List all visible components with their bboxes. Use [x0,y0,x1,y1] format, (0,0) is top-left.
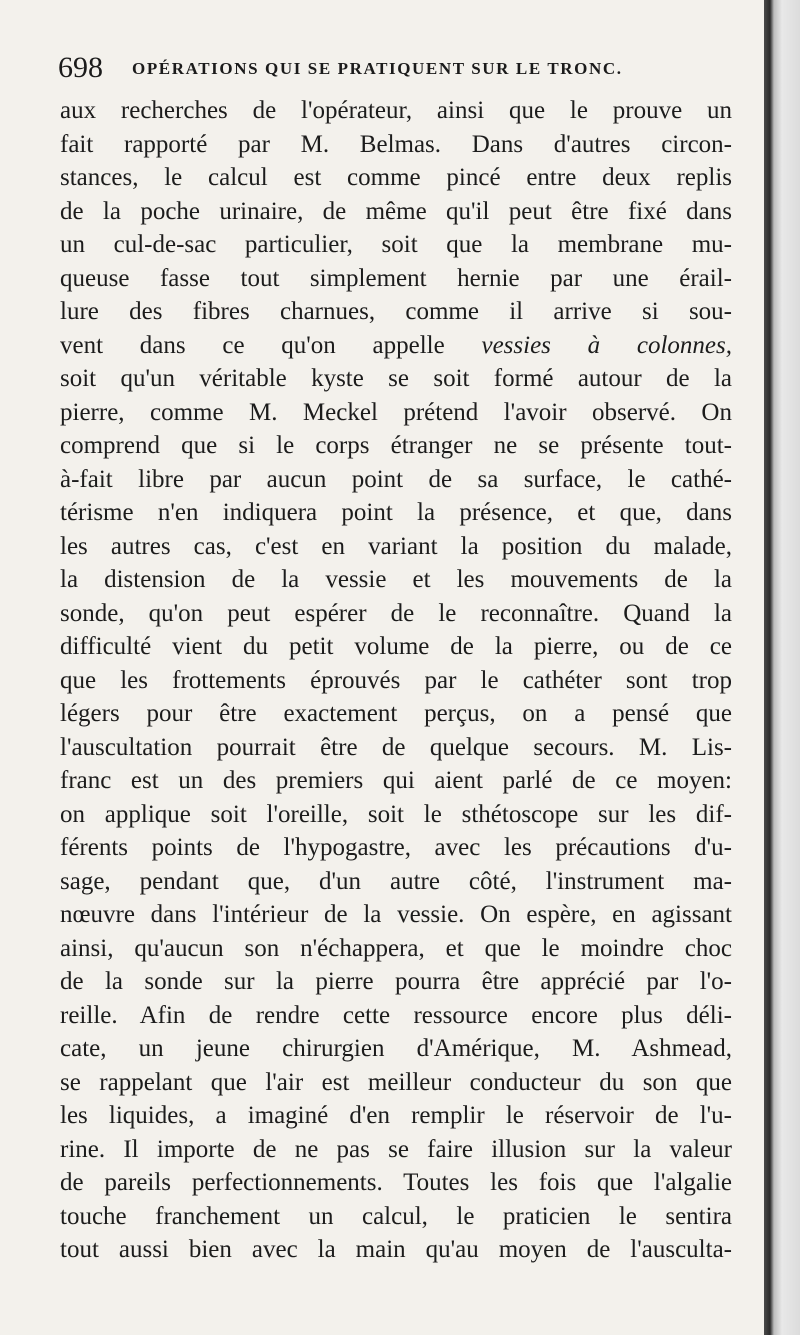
page-header [58,48,738,88]
text-line: férents points de l'hypogastre, avec les précautions d'u- [60,834,732,861]
text-line: on applique soit l'oreille, soit le sthétoscope sur les dif- [60,800,732,828]
text-line: queuse fasse tout simplement hernie par une érail- [60,264,732,292]
italic-phrase: vessies à colonnes, [481,331,732,359]
text-line: de la poche urinaire, de même qu'il peut être fixé dans [60,197,732,225]
text-line: pierre, comme M. Meckel prétend l'avoir observé. On [60,398,732,426]
text-line: sage, pendant que, d'un autre côté, l'instrument ma- [60,867,732,895]
text-line: rine. Il importe de ne pas se faire illusion sur la valeur [60,1135,732,1163]
text-line: légers pour être exactement perçus, on a pensé que [60,700,732,727]
text-line-with-italic [60,329,732,363]
text-line: que les frottements éprouvés par le cathéter sont trop [60,666,732,694]
text-line: les liquides, a imaginé d'en remplir le réservoir de l'u- [60,1102,732,1129]
text-segment: vent dans ce qu'on appelle [60,331,445,359]
text-line: de pareils perfectionnements. Toutes les fois que l'algalie [60,1169,732,1196]
text-line: comprend que si le corps étranger ne se présente tout- [60,432,732,459]
text-line: sonde, qu'on peut espérer de le reconnaître. Quand la [60,599,732,627]
text-line: difficulté vient du petit volume de la pierre, ou de ce [60,633,732,660]
text-line: térisme n'en indiquera point la présence, et que, dans [60,499,732,526]
body-text [60,94,732,1267]
text-line: franc est un des premiers qui aient parlé de ce moyen: [60,767,732,794]
text-line: touche franchement un calcul, le praticien le sentira [60,1202,732,1230]
text-line: ainsi, qu'aucun son n'échappera, et que le moindre choc [60,934,732,962]
text-line: stances, le calcul est comme pincé entre deux replis [60,164,732,191]
text-line: reille. Afin de rendre cette ressource encore plus déli- [60,1001,732,1029]
page-edge [764,0,800,1335]
running-head: OPÉRATIONS QUI SE PRATIQUENT SUR LE TRONC. [132,59,623,78]
text-line: la distension de la vessie et les mouvements de la [60,566,732,593]
text-line: tout aussi bien avec la main qu'au moyen de l'ausculta- [60,1236,732,1263]
text-line: à-fait libre par aucun point de sa surface, le cathé- [60,465,732,493]
text-line: lure des fibres charnues, comme il arrive si sou- [60,298,732,325]
text-line: fait rapporté par M. Belmas. Dans d'autres circon- [60,130,732,158]
text-line: un cul-de-sac particulier, soit que la membrane mu- [60,231,732,258]
text-line: soit qu'un véritable kyste se soit formé autour de la [60,365,732,392]
text-line: aux recherches de l'opérateur, ainsi que le prouve un [60,97,732,124]
text-line: l'auscultation pourrait être de quelque secours. M. Lis- [60,733,732,761]
page-number: 698 [58,51,103,84]
text-line: nœuvre dans l'intérieur de la vessie. On espère, en agissant [60,901,732,928]
text-line: les autres cas, c'est en variant la position du malade, [60,532,732,560]
text-line: cate, un jeune chirurgien d'Amérique, M. Ashmead, [60,1035,732,1062]
text-line: se rappelant que l'air est meilleur conducteur du son que [60,1068,732,1096]
text-line: de la sonde sur la pierre pourra être apprécié par l'o- [60,968,732,995]
